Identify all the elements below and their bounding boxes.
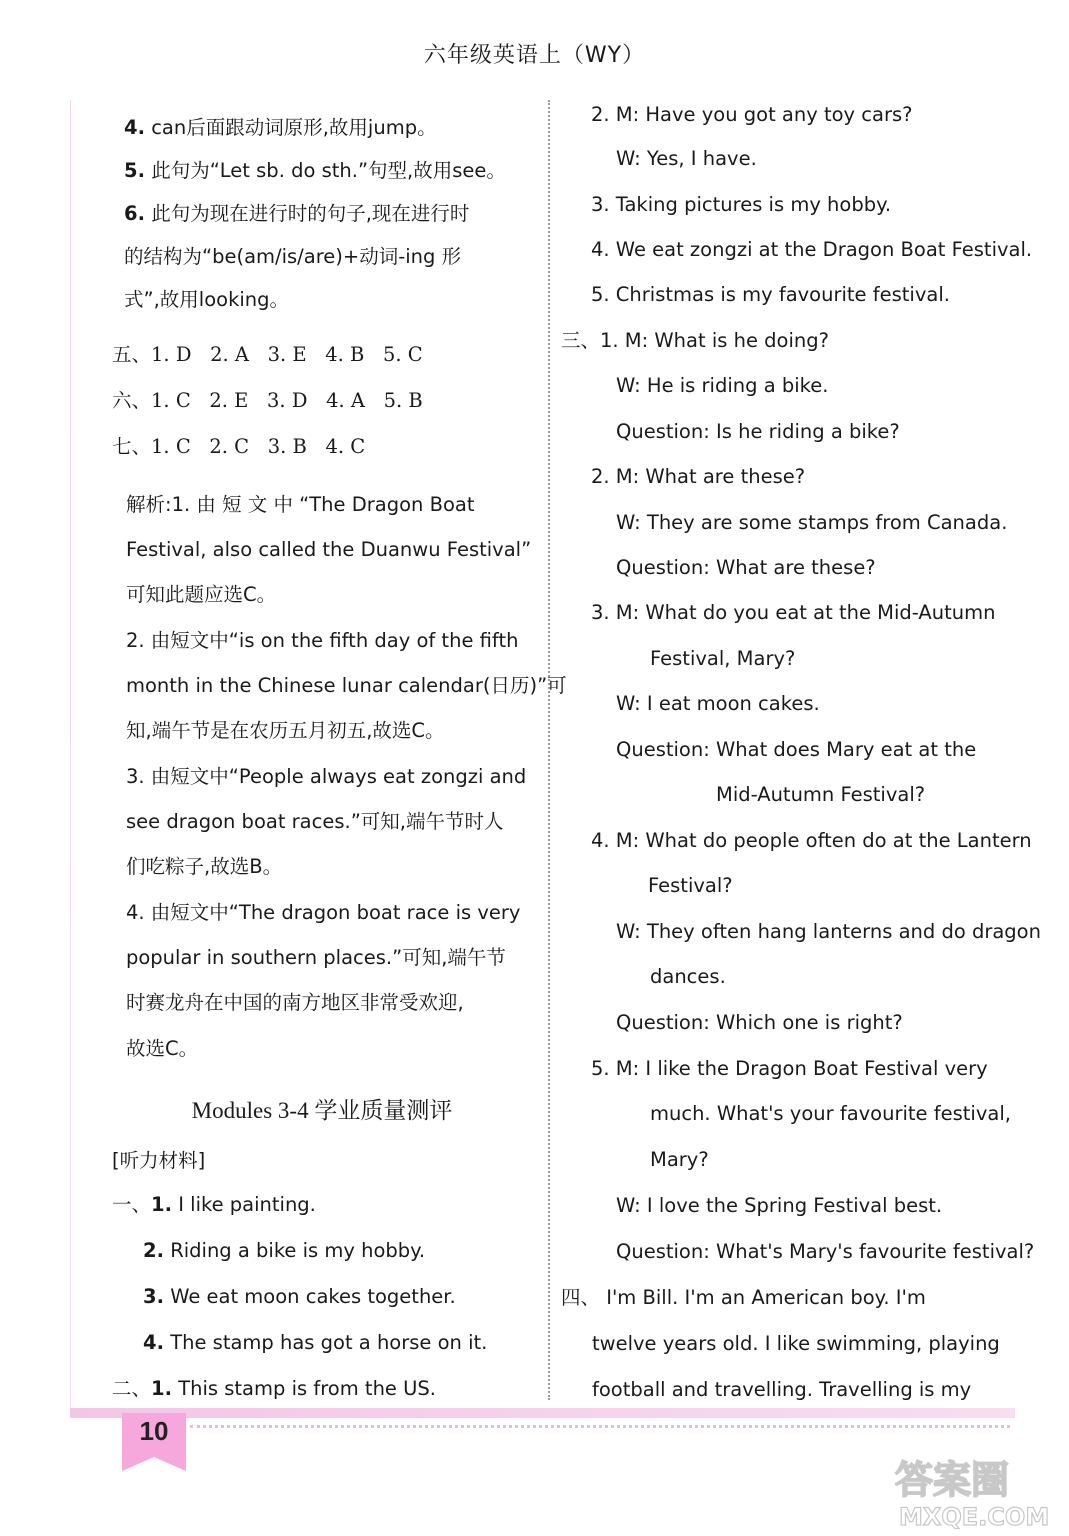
- script-line: dances.: [650, 965, 726, 988]
- script-line: 5. Christmas is my favourite festival.: [591, 283, 950, 306]
- passage-line: 四、 I'm Bill. I'm an American boy. I'm: [561, 1286, 926, 1309]
- analysis-line: 知,端午节是在农历五月初五,故选C。: [126, 719, 445, 742]
- note-line: 式”,故用looking。: [124, 288, 290, 311]
- passage-line: football and travelling. Travelling is my: [592, 1378, 972, 1401]
- script-line: Question: Which one is right?: [616, 1011, 903, 1034]
- analysis-line: 故选C。: [126, 1037, 199, 1060]
- script-line: W: They are some stamps from Canada.: [616, 511, 1008, 534]
- script-line: Question: What are these?: [616, 556, 876, 579]
- script-line: Question: What's Mary's favourite festival?: [616, 1240, 1035, 1263]
- svg-text:答案圈: 答案圈: [895, 1458, 1010, 1502]
- script-line: Question: Is he riding a bike?: [616, 420, 900, 443]
- script-line: 三、1. M: What is he doing?: [561, 329, 829, 352]
- analysis-line: popular in southern places.”可知,端午节: [126, 946, 506, 969]
- note-line: 5. 此句为“Let sb. do sth.”句型,故用see。: [124, 159, 506, 182]
- analysis-line: 3. 由短文中“People always eat zongzi and: [126, 765, 527, 788]
- analysis-line: 时赛龙舟在中国的南方地区非常受欢迎,: [126, 991, 464, 1014]
- column-divider: [548, 100, 550, 1400]
- answer-row: 六、1. C 2. E 3. D 4. A 5. B: [112, 389, 423, 412]
- script-line: Question: What does Mary eat at the: [616, 738, 977, 761]
- listening-item: 一、1. I like painting.: [112, 1193, 316, 1216]
- listening-item: 二、1. This stamp is from the US.: [112, 1377, 436, 1400]
- listening-label: [听力材料]: [112, 1149, 206, 1172]
- script-line: 4. We eat zongzi at the Dragon Boat Festival.: [591, 238, 1033, 261]
- script-line: W: He is riding a bike.: [616, 374, 829, 397]
- passage-line: twelve years old. I like swimming, playing: [592, 1332, 1000, 1355]
- listening-item: 3. We eat moon cakes together.: [143, 1285, 456, 1308]
- script-line: 4. M: What do people often do at the Lantern: [591, 829, 1032, 852]
- svg-text:MXQE.COM: MXQE.COM: [899, 1503, 1050, 1531]
- footer-band: [70, 1408, 1015, 1418]
- footer-dotted-rule: [190, 1425, 1010, 1428]
- script-line: W: I eat moon cakes.: [616, 692, 820, 715]
- script-line: W: Yes, I have.: [616, 147, 757, 170]
- analysis-line: 们吃粽子,故选B。: [126, 855, 283, 878]
- script-line: W: They often hang lanterns and do dragon: [616, 920, 1041, 943]
- page-header-title: 六年级英语上（WY）: [423, 43, 646, 68]
- listening-item: 4. The stamp has got a horse on it.: [143, 1331, 488, 1354]
- left-margin-rule: [70, 100, 71, 1410]
- script-line: 3. M: What do you eat at the Mid-Autumn: [591, 601, 996, 624]
- module-title: Modules 3-4 学业质量测评: [191, 1098, 453, 1123]
- analysis-line: 解析:1. 由 短 文 中 “The Dragon Boat: [126, 493, 475, 516]
- script-line: 2. M: What are these?: [591, 465, 806, 488]
- note-line: 的结构为“be(am/is/are)+动词-ing 形: [124, 245, 462, 268]
- page-number: 10: [139, 1416, 169, 1446]
- script-line: 3. Taking pictures is my hobby.: [591, 193, 892, 216]
- script-line: Festival, Mary?: [650, 647, 796, 670]
- script-line: much. What's your favourite festival,: [650, 1102, 1011, 1125]
- script-line: 2. M: Have you got any toy cars?: [591, 103, 913, 126]
- analysis-line: 4. 由短文中“The dragon boat race is very: [126, 901, 521, 924]
- script-line: Festival?: [648, 874, 733, 897]
- analysis-line: 2. 由短文中“is on the fifth day of the fifth: [126, 629, 519, 652]
- listening-item: 2. Riding a bike is my hobby.: [143, 1239, 426, 1262]
- analysis-line: 可知此题应选C。: [126, 583, 277, 606]
- answer-row: 七、1. C 2. C 3. B 4. C: [112, 435, 366, 458]
- watermark-logo: [885, 1453, 1055, 1531]
- script-line: Mid-Autumn Festival?: [716, 783, 926, 806]
- analysis-line: Festival, also called the Duanwu Festival”: [126, 538, 532, 561]
- script-line: W: I love the Spring Festival best.: [616, 1194, 943, 1217]
- note-line: 4. can后面跟动词原形,故用jump。: [124, 116, 437, 139]
- note-line: 6. 此句为现在进行时的句子,现在进行时: [124, 202, 470, 225]
- analysis-line: see dragon boat races.”可知,端午节时人: [126, 810, 504, 833]
- script-line: Mary?: [650, 1148, 709, 1171]
- answer-row: 五、1. D 2. A 3. E 4. B 5. C: [112, 343, 423, 366]
- script-line: 5. M: I like the Dragon Boat Festival very: [591, 1057, 988, 1080]
- analysis-line: month in the Chinese lunar calendar(日历)”可: [126, 674, 567, 697]
